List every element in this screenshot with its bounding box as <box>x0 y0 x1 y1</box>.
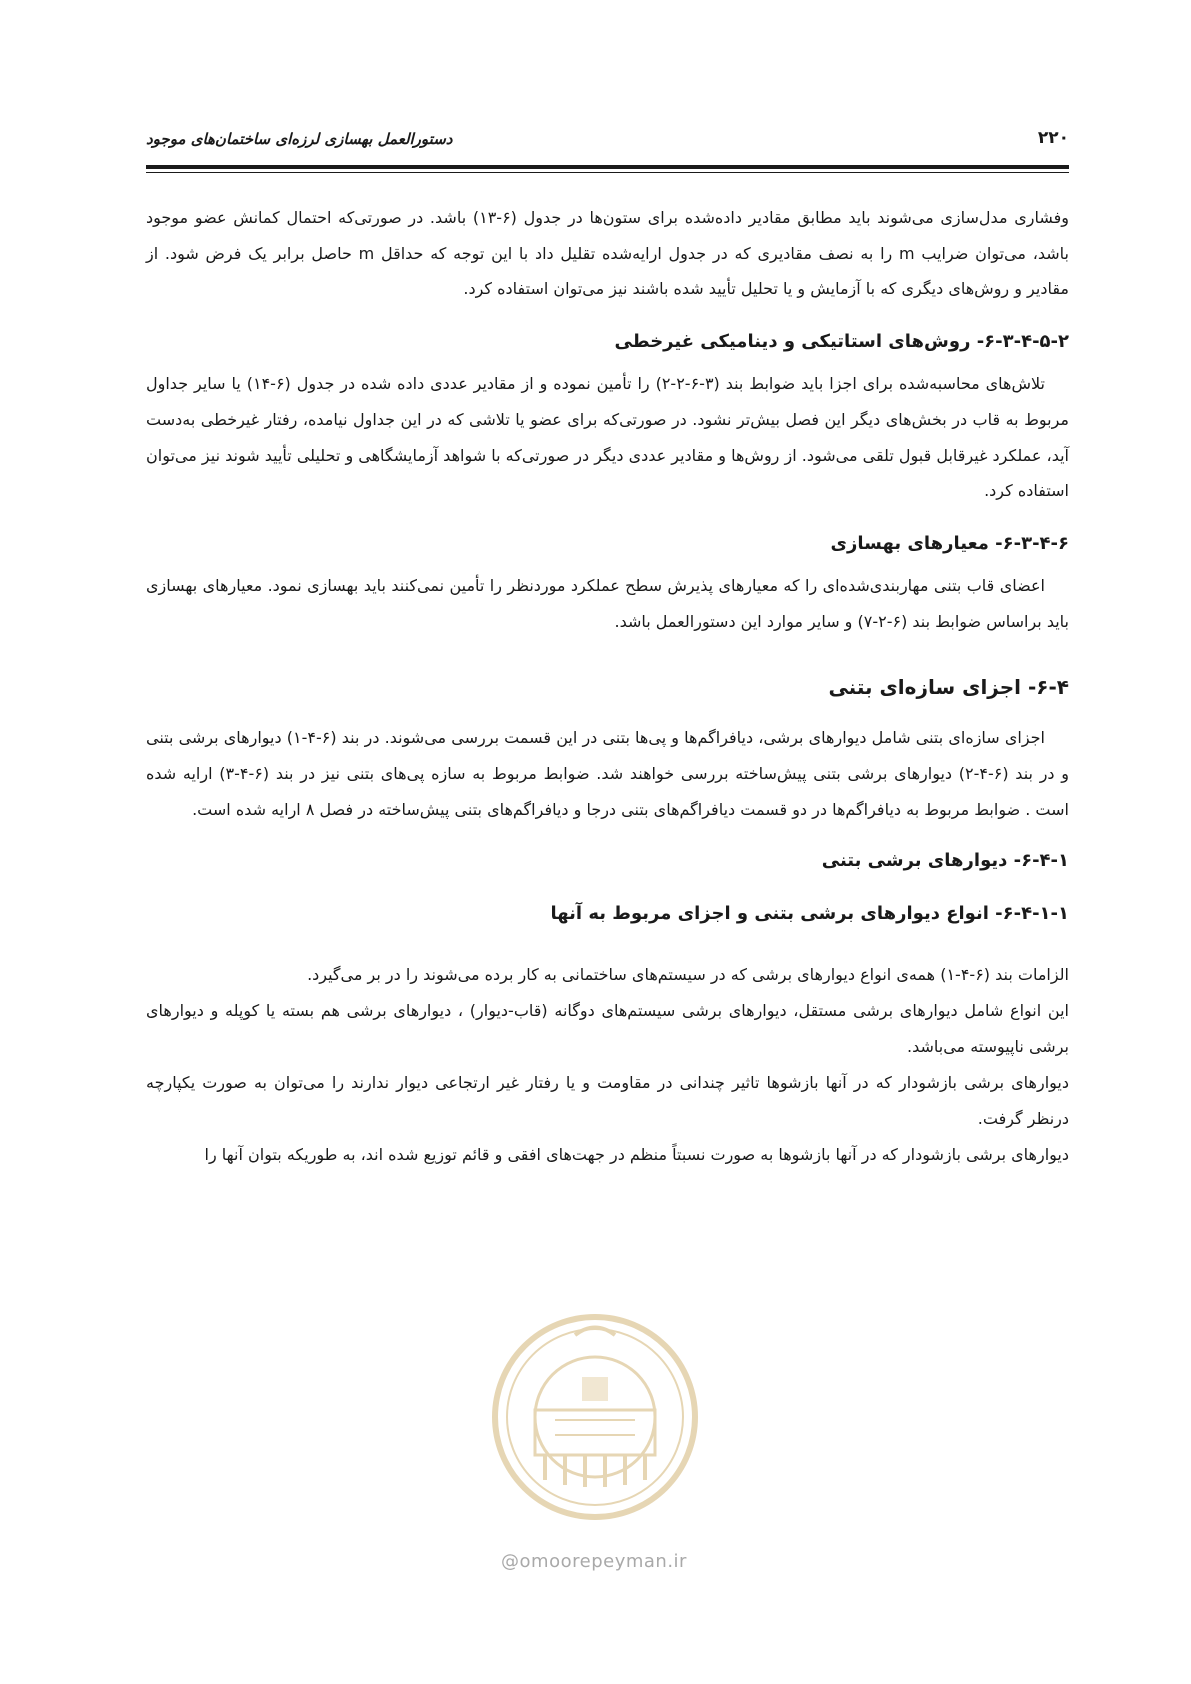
paragraph-concrete-components: اجزای سازه‌ای بتنی شامل دیوارهای برشی، دیافراگم‌ها و پی‌ها بتنی در این قسمت بررسی می‌شوند. در بند (۶-۴-۱) دیوارهای برشی بتنی و در بند (۶-۴-۲) دیوارهای برشی بتنی پیش‌ساخته بررسی خواهند شد. ضوابط مربوط به سازه پی‌های بتنی نیز در بند (۶-۴-۳) ارایه شده است . ضوابط مربوط به دیافراگم‌ها در دو قسمت دیافراگم‌های بتنی درجا و دیافراگم‌های بتنی پیش‌ساخته در فصل ۸ ارایه شده است. <box>146 728 1069 819</box>
header-title: دستورالعمل بهسازی لرزه‌ای ساختمان‌های موجود <box>146 130 453 148</box>
paragraph-requirements: الزامات بند (۶-۴-۱) همه‌ی انواع دیوارهای برشی که در سیستم‌های ساختمانی به کار برده می‌شوند را در بر می‌گیرد. <box>307 965 1069 985</box>
header-rule-thick <box>146 165 1069 169</box>
section-heading-nonlinear-methods: ۶-۳-۴-۵-۲- روش‌های استاتیکی و دینامیکی غیرخطی <box>614 331 1069 353</box>
section-heading-shear-wall-types: ۶-۴-۱-۱- انواع دیوارهای برشی بتنی و اجزای مربوط به آنها <box>550 903 1069 925</box>
seal-logo-icon <box>470 1305 720 1535</box>
running-header <box>146 128 1069 162</box>
page-number: ۲۲۰ <box>1037 128 1069 148</box>
paragraph-criteria: اعضای قاب بتنی مهاربندی‌شده‌ای را که معیارهای پذیرش سطح عملکرد موردنظر را تأمین نمی‌کنند باید بهسازی نمود. معیارهای بهسازی باید براساس ضوابط بند (۶-۲-۷) و سایر موارد این دستورالعمل باشد. <box>146 575 1069 631</box>
section-heading-concrete-components: ۶-۴- اجزای سازه‌ای بتنی <box>828 675 1069 700</box>
paragraph-openings-regular: دیوارهای برشی بازشودار که در آنها بازشوها به صورت نسبتاً منظم در جهت‌های افقی و قائم توزیع شده اند، به طوریکه بتوان آنها را <box>204 1145 1069 1165</box>
body-text <box>146 200 1069 1173</box>
section-heading-retrofit-criteria: ۶-۳-۴-۶- معیارهای بهسازی <box>830 532 1069 554</box>
watermark-url: @omoorepeyman.ir <box>501 1551 687 1572</box>
paragraph-openings-monolithic: دیوارهای برشی بازشودار که در آنها بازشوها تاثیر چندانی در مقاومت و یا رفتار غیر ارتجاعی دیوار ندارند را می‌توان به صورت یکپارچه درنظر گرفت. <box>146 1073 1069 1129</box>
header-rule-thin <box>146 172 1069 173</box>
section-heading-shear-walls: ۶-۴-۱- دیوارهای برشی بتنی <box>821 850 1069 872</box>
paragraph-wall-types: این انواع شامل دیوارهای برشی مستقل، دیوارهای برشی سیستم‌های دوگانه (قاب-دیوار) ، دیوارهای برشی هم بسته یا کوپله و دیوارهای برشی ناپیوسته می‌باشد. <box>146 1001 1069 1057</box>
paragraph-nonlinear: تلاش‌های محاسبه‌شده برای اجزا باید ضوابط بند (۳-۶-۲-۲) را تأمین نموده و از مقادیر عددی داده شده در جدول (۶-۱۴) یا سایر جداول مربوط به قاب در بخش‌های دیگر این فصل بیش‌تر نشود. در صورتی‌که برای عضو یا تلاشی که در این جداول نیامده، رفتار غیرخطی به‌دست آید، عملکرد غیرقابل قبول تلقی می‌شود. از روش‌ها و مقادیر عددی دیگر در صورتی‌که با شواهد آزمایشگاهی و تحلیلی تأیید شوند نیز می‌توان استفاده کرد. <box>146 374 1069 501</box>
paragraph-continued: وفشاری مدل‌سازی می‌شوند باید مطابق مقادیر داده‌شده برای ستون‌ها در جدول (۶-۱۳) باشد. در صورتی‌که احتمال کمانش عضو موجود باشد، می‌توان ضرایب m را به نصف مقادیری که در جدول ارایه‌شده تقلیل داد با این توجه که حداقل m حاصل برابر یک فرض شود. از مقادیر و روش‌های دیگری که با آزمایش و یا تحلیل تأیید شده باشند نیز می‌توان استفاده کرد. <box>146 208 1070 299</box>
